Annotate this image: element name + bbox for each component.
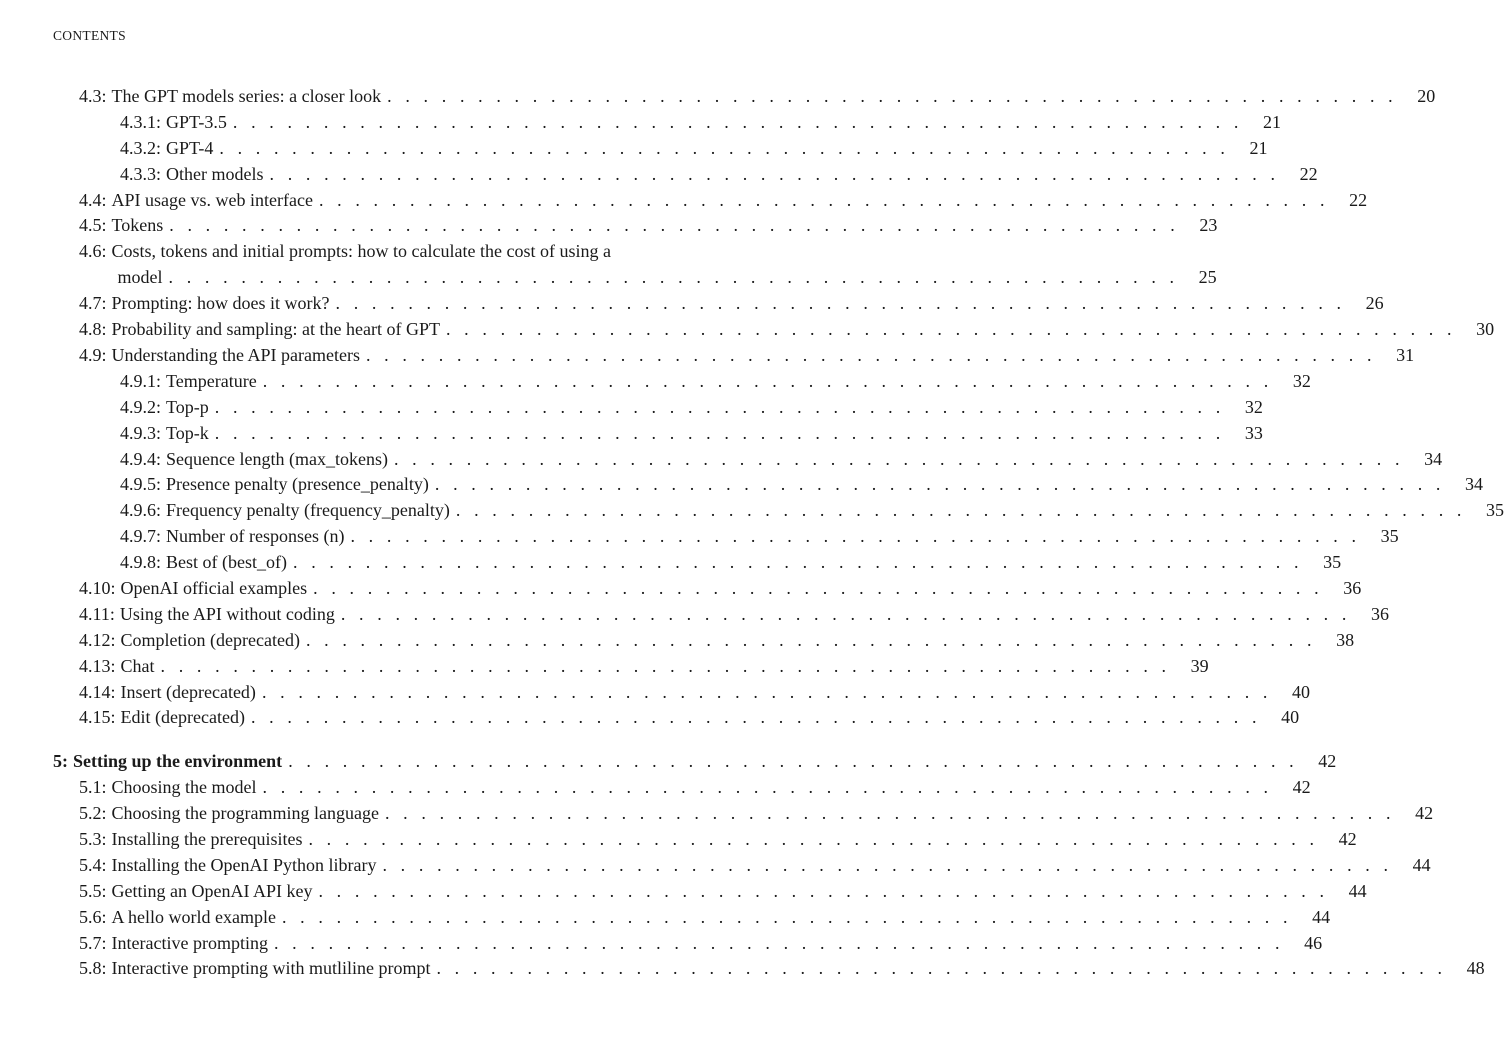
dot-leader: . . . . . . . . . . . . . . . . . . . . . . . . . . . . . . . . . . . . . . . . . . . . . . . . . . . . . . . . [382, 854, 1393, 875]
toc-entry-page: 21 [1262, 111, 1281, 132]
dot-leader: . . . . . . . . . . . . . . . . . . . . . . . . . . . . . . . . . . . . . . . . . . . . . . . . . . . . . . . . [455, 500, 1467, 521]
toc-entry-title: Best of (best_of) [166, 552, 287, 573]
toc-entry-page: 32 [1292, 370, 1311, 391]
toc-entry-title: Sequence length (max_tokens) [166, 448, 388, 469]
toc-entry-title: A hello world example [111, 906, 276, 927]
toc-entry-title: Understanding the API parameters [111, 344, 360, 365]
toc-entry-title: Choosing the programming language [111, 803, 379, 824]
toc-entry-number: 4.8: [79, 319, 107, 340]
toc-entry-number: 4.3.3: [120, 163, 162, 184]
toc-entry-title: Insert (deprecated) [120, 681, 256, 702]
toc-entry-title: GPT-3.5 [166, 111, 227, 132]
toc-entry-title: Completion (deprecated) [120, 629, 300, 650]
toc-entry-number: 5.3: [79, 828, 107, 849]
toc-entry[interactable] [0, 680, 1311, 706]
toc-entry-number: 4.9.6: [120, 500, 162, 521]
toc-entry-page: 35 [1380, 526, 1399, 547]
toc-entry[interactable] [0, 421, 1263, 447]
toc-entry-number: 4.10: [79, 577, 116, 598]
toc-entry[interactable] [0, 853, 1431, 879]
dot-leader: . . . . . . . . . . . . . . . . . . . . . . . . . . . . . . . . . . . . . . . . . . . . . . . . . . . . . . . . [169, 215, 1180, 236]
dot-leader: . . . . . . . . . . . . . . . . . . . . . . . . . . . . . . . . . . . . . . . . . . . . . . . . . . . . . . . . [288, 751, 1299, 772]
toc-entry-title: Interactive prompting [111, 932, 268, 953]
toc-entry-title: Tokens [111, 215, 164, 236]
toc-entry[interactable] [0, 931, 1323, 957]
toc-entry[interactable] [0, 84, 1436, 110]
dot-leader: . . . . . . . . . . . . . . . . . . . . . . . . . . . . . . . . . . . . . . . . . . . . . . . . . . . . . . . . [293, 552, 1304, 573]
dot-leader: . . . . . . . . . . . . . . . . . . . . . . . . . . . . . . . . . . . . . . . . . . . . . . . . . . . . . . . . [160, 655, 1171, 676]
toc-entry-title: Other models [166, 163, 264, 184]
toc-entry-number: 5.5: [79, 880, 107, 901]
toc-entry-number: 4.6: [79, 241, 107, 262]
toc-entry-title: OpenAI official examples [120, 577, 308, 598]
toc-entry-title: Costs, tokens and initial prompts: how to calculate the cost of using a [111, 241, 611, 262]
dot-leader: . . . . . . . . . . . . . . . . . . . . . . . . . . . . . . . . . . . . . . . . . . . . . . . . . . . . . . . . [214, 396, 1225, 417]
toc-entry-page: 25 [1198, 267, 1217, 288]
toc-entry-title: Setting up the environment [73, 751, 283, 772]
dot-leader: . . . . . . . . . . . . . . . . . . . . . . . . . . . . . . . . . . . . . . . . . . . . . . . . . . . . . . . . [261, 681, 1273, 702]
dot-leader: . . . . . . . . . . . . . . . . . . . . . . . . . . . . . . . . . . . . . . . . . . . . . . . . . . . . . . . . [219, 137, 1230, 158]
toc-entry-page: 42 [1318, 751, 1337, 772]
table-of-contents [0, 84, 1504, 982]
dot-leader: . . . . . . . . . . . . . . . . . . . . . . . . . . . . . . . . . . . . . . . . . . . . . . . . . . . . . . . . [318, 880, 1329, 901]
toc-entry-number: 5.4: [79, 854, 107, 875]
toc-entry-page: 26 [1365, 293, 1384, 314]
toc-entry-page: 44 [1312, 906, 1331, 927]
toc-entry-page: 22 [1299, 163, 1318, 184]
toc-entry-page: 35 [1323, 552, 1342, 573]
dot-leader: . . . . . . . . . . . . . . . . . . . . . . . . . . . . . . . . . . . . . . . . . . . . . . . . . . . . . . . . [262, 370, 1273, 391]
dot-leader: . . . . . . . . . . . . . . . . . . . . . . . . . . . . . . . . . . . . . . . . . . . . . . . . . . . . . . . . [365, 344, 1377, 365]
toc-entry[interactable] [0, 498, 1504, 524]
dot-leader: . . . . . . . . . . . . . . . . . . . . . . . . . . . . . . . . . . . . . . . . . . . . . . . . . . . . . . . . [281, 906, 1293, 927]
toc-entry-number: 4.3: [79, 86, 107, 106]
toc-entry[interactable] [0, 447, 1443, 473]
toc-entry-page: 42 [1415, 803, 1434, 824]
toc-entry-page: 30 [1476, 319, 1495, 340]
toc-entry-number: 5: [53, 751, 68, 772]
toc-entry[interactable] [0, 524, 1399, 550]
toc-entry[interactable] [0, 239, 1217, 291]
dot-leader: . . . . . . . . . . . . . . . . . . . . . . . . . . . . . . . . . . . . . . . . . . . . . . . . . . . . . . . . [393, 448, 1405, 469]
toc-entry-number: 5.8: [79, 958, 107, 979]
toc-entry-number: 4.9.7: [120, 526, 162, 547]
toc-entry[interactable] [0, 162, 1318, 188]
toc-entry-page: 36 [1343, 577, 1362, 598]
toc-entry-title: Temperature [166, 370, 257, 391]
toc-entry-number: 5.2: [79, 803, 107, 824]
toc-entry[interactable] [0, 827, 1357, 853]
toc-entry-page: 36 [1370, 603, 1389, 624]
toc-entry-page: 21 [1249, 137, 1268, 158]
toc-entry-page: 31 [1396, 344, 1415, 365]
dot-leader: . . . . . . . . . . . . . . . . . . . . . . . . . . . . . . . . . . . . . . . . . . . . . . . . . . . . . . . . [232, 111, 1243, 132]
toc-entry-page: 42 [1338, 828, 1357, 849]
toc-entry[interactable] [0, 550, 1342, 576]
toc-entry-number: 4.3.1: [120, 111, 162, 132]
dot-leader: . . . . . . . . . . . . . . . . . . . . . . . . . . . . . . . . . . . . . . . . . . . . . . . . . . . . . . . . [445, 319, 1457, 340]
toc-entry-number: 5.1: [79, 777, 107, 798]
dot-leader: . . . . . . . . . . . . . . . . . . . . . . . . . . . . . . . . . . . . . . . . . . . . . . . . . . . . . . . . [434, 474, 1445, 495]
dot-leader: . . . . . . . . . . . . . . . . . . . . . . . . . . . . . . . . . . . . . . . . . . . . . . . . . . . . . . . . [318, 189, 1330, 210]
toc-entry-title: Interactive prompting with mutliline prompt [111, 958, 431, 979]
dot-leader: . . . . . . . . . . . . . . . . . . . . . . . . . . . . . . . . . . . . . . . . . . . . . . . . . . . . . . . . [350, 526, 1361, 547]
toc-entry-number: 4.9: [79, 344, 107, 365]
toc-entry[interactable] [0, 905, 1331, 931]
toc-entry-title: Presence penalty (presence_penalty) [166, 474, 429, 495]
toc-entry[interactable] [0, 291, 1384, 317]
toc-entry-page: 38 [1336, 629, 1355, 650]
toc-entry-title: Chat [120, 655, 155, 676]
toc-entry-page: 48 [1466, 958, 1485, 979]
toc-entry-page: 34 [1424, 448, 1443, 469]
toc-entry[interactable] [0, 213, 1218, 239]
toc-entry-title: Using the API without coding [119, 603, 335, 624]
toc-entry-page: 32 [1244, 396, 1263, 417]
toc-entry-number: 4.13: [79, 655, 116, 676]
dot-leader: . . . . . . . . . . . . . . . . . . . . . . . . . . . . . . . . . . . . . . . . . . . . . . . . . . . . . . . . [387, 86, 1398, 106]
toc-entry-title: Getting an OpenAI API key [111, 880, 313, 901]
toc-entry[interactable] [0, 472, 1483, 498]
toc-entry-number: 4.3.2: [120, 137, 162, 158]
toc-entry[interactable] [0, 343, 1415, 369]
toc-entry-page: 22 [1349, 189, 1368, 210]
toc-entry[interactable] [0, 110, 1281, 136]
dot-leader: . . . . . . . . . . . . . . . . . . . . . . . . . . . . . . . . . . . . . . . . . . . . . . . . . . . . . . . . [313, 577, 1324, 598]
dot-leader: . . . . . . . . . . . . . . . . . . . . . . . . . . . . . . . . . . . . . . . . . . . . . . . . . . . . . . . . [305, 629, 1317, 650]
toc-entry-title: Top-k [166, 422, 209, 443]
dot-leader: . . . . . . . . . . . . . . . . . . . . . . . . . . . . . . . . . . . . . . . . . . . . . . . . . . . . . . . . [384, 803, 1396, 824]
toc-entry-title: Installing the prerequisites [111, 828, 303, 849]
dot-leader: . . . . . . . . . . . . . . . . . . . . . . . . . . . . . . . . . . . . . . . . . . . . . . . . . . . . . . . . [168, 267, 1179, 288]
dot-leader: . . . . . . . . . . . . . . . . . . . . . . . . . . . . . . . . . . . . . . . . . . . . . . . . . . . . . . . . [436, 958, 1447, 979]
toc-entry[interactable] [0, 188, 1368, 214]
toc-entry-page: 44 [1348, 880, 1367, 901]
toc-entry-number: 5.6: [79, 906, 107, 927]
toc-entry-page: 35 [1486, 500, 1504, 521]
toc-entry-title: Choosing the model [111, 777, 257, 798]
toc-entry[interactable] [0, 775, 1311, 801]
toc-entry[interactable] [0, 395, 1263, 421]
toc-entry[interactable] [0, 801, 1434, 827]
toc-entry-page: 20 [1417, 86, 1436, 106]
dot-leader: . . . . . . . . . . . . . . . . . . . . . . . . . . . . . . . . . . . . . . . . . . . . . . . . . . . . . . . . [335, 293, 1346, 314]
toc-entry-page: 40 [1292, 681, 1311, 702]
toc-entry-title: The GPT models series: a closer look [111, 86, 382, 106]
toc-entry-page: 40 [1281, 707, 1300, 728]
toc-entry-number: 4.9.5: [120, 474, 162, 495]
toc-entry[interactable] [0, 654, 1209, 680]
dot-leader: . . . . . . . . . . . . . . . . . . . . . . . . . . . . . . . . . . . . . . . . . . . . . . . . . . . . . . . . [269, 163, 1280, 184]
dot-leader: . . . . . . . . . . . . . . . . . . . . . . . . . . . . . . . . . . . . . . . . . . . . . . . . . . . . . . . . [273, 932, 1285, 953]
dot-leader: . . . . . . . . . . . . . . . . . . . . . . . . . . . . . . . . . . . . . . . . . . . . . . . . . . . . . . . . [262, 777, 1273, 798]
dot-leader: . . . . . . . . . . . . . . . . . . . . . . . . . . . . . . . . . . . . . . . . . . . . . . . . . . . . . . . . [340, 603, 1351, 624]
toc-entry-number: 5.7: [79, 932, 107, 953]
toc-entry-number: 4.4: [79, 189, 107, 210]
toc-entry-title-continued: model [117, 267, 163, 288]
toc-entry-number: 4.12: [79, 629, 116, 650]
toc-entry-title: Top-p [166, 396, 209, 417]
toc-entry-page: 33 [1244, 422, 1263, 443]
toc-entry-title: Installing the OpenAI Python library [111, 854, 377, 875]
toc-entry-number: 4.9.8: [120, 552, 162, 573]
toc-entry-number: 4.9.4: [120, 448, 162, 469]
toc-entry-title: API usage vs. web interface [111, 189, 313, 210]
toc-entry-number: 4.14: [79, 681, 116, 702]
toc-entry-number: 4.11: [79, 603, 115, 624]
toc-entry-number: 4.9.2: [120, 396, 162, 417]
toc-entry-title: Edit (deprecated) [120, 707, 245, 728]
toc-entry[interactable] [0, 628, 1355, 654]
toc-entry-page: 34 [1465, 474, 1483, 495]
toc-entry[interactable] [0, 369, 1311, 395]
toc-entry[interactable] [0, 956, 1485, 982]
toc-entry[interactable] [0, 136, 1268, 162]
toc-entry-number: 4.5: [79, 215, 107, 236]
toc-entry[interactable] [0, 576, 1362, 602]
toc-entry-number: 4.15: [79, 707, 116, 728]
toc-entry-number: 4.7: [79, 293, 107, 314]
toc-chapter-entry[interactable] [0, 749, 1337, 775]
toc-entry-title: Frequency penalty (frequency_penalty) [166, 500, 450, 521]
toc-entry-number: 4.9.3: [120, 422, 162, 443]
toc-entry-page: 44 [1412, 854, 1431, 875]
dot-leader: . . . . . . . . . . . . . . . . . . . . . . . . . . . . . . . . . . . . . . . . . . . . . . . . . . . . . . . . [308, 828, 1319, 849]
toc-entry[interactable] [0, 705, 1300, 731]
toc-entry-title: GPT-4 [166, 137, 214, 158]
toc-entry-title: Probability and sampling: at the heart of GPT [111, 319, 440, 340]
dot-leader: . . . . . . . . . . . . . . . . . . . . . . . . . . . . . . . . . . . . . . . . . . . . . . . . . . . . . . . . [250, 707, 1262, 728]
dot-leader: . . . . . . . . . . . . . . . . . . . . . . . . . . . . . . . . . . . . . . . . . . . . . . . . . . . . . . . . [214, 422, 1225, 443]
toc-entry-title: Number of responses (n) [166, 526, 345, 547]
toc-entry-page: 23 [1199, 215, 1218, 236]
toc-entry[interactable] [0, 602, 1389, 628]
running-head: CONTENTS [53, 28, 126, 43]
toc-entry-page: 42 [1292, 777, 1311, 798]
toc-entry-number: 4.9.1: [120, 370, 162, 391]
toc-entry-title: Prompting: how does it work? [111, 293, 330, 314]
toc-entry[interactable] [0, 879, 1367, 905]
toc-entry-page: 39 [1190, 655, 1209, 676]
toc-entry-page: 46 [1304, 932, 1323, 953]
toc-entry[interactable] [0, 317, 1495, 343]
